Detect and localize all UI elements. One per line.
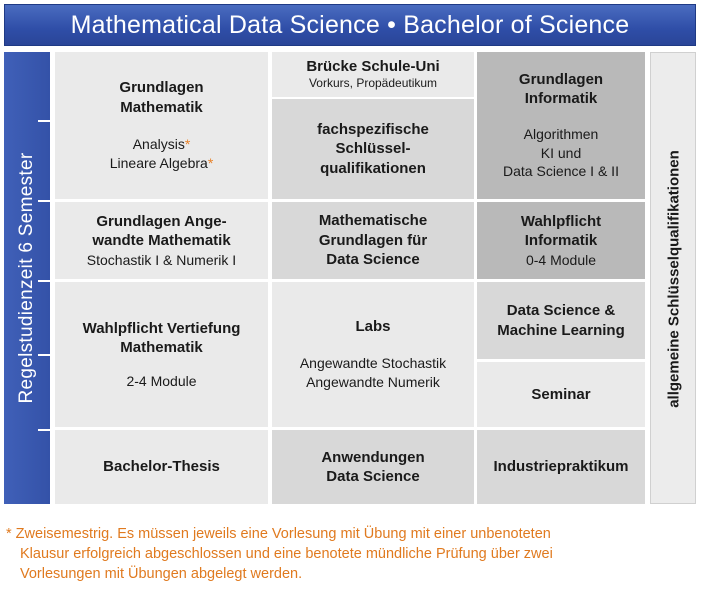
- module-mathematische-grundlagen-data-science: [272, 202, 474, 279]
- module-industriepraktikum: [477, 430, 645, 504]
- semester-tick: [38, 280, 50, 282]
- module-grundlagen-angewandte-mathematik: [55, 202, 268, 279]
- general-key-qualifications-bar: [650, 52, 696, 504]
- module-contents: Vorkurs, Propädeutikum: [308, 76, 438, 91]
- module-contents: Algorithmen KI und Data Science I & II: [503, 125, 619, 180]
- module-title: Industriepraktikum: [493, 458, 629, 476]
- module-contents: Angewandte Stochastik Angewandte Numerik: [299, 355, 447, 391]
- module-title: Mathematische Grundlagen für Data Science: [318, 212, 428, 269]
- module-grundlagen-mathematik: [55, 52, 268, 199]
- module-title: Anwendungen Data Science: [321, 448, 425, 485]
- general-key-qualifications-label: allgemeine Schlüsselqualifikationen: [665, 150, 683, 408]
- module-labs: [272, 282, 474, 427]
- module-title: Bachelor-Thesis: [103, 458, 220, 476]
- module-title: Data Science & Machine Learning: [497, 302, 625, 339]
- module-title: Seminar: [531, 385, 591, 403]
- module-wahlpflicht-informatik: [477, 202, 645, 279]
- semester-duration-label: Regelstudienzeit 6 Semester: [16, 152, 37, 404]
- semester-tick: [38, 200, 50, 202]
- module-seminar: [477, 362, 645, 427]
- module-contents: Analysis* Lineare Algebra*: [109, 136, 214, 171]
- module-title: Wahlpflicht Informatik: [520, 212, 602, 250]
- semester-tick: [38, 120, 50, 122]
- module-title: Grundlagen Ange- wandte Mathematik: [92, 212, 231, 250]
- module-fachspezifische-schluesselqualifikationen: [272, 99, 474, 199]
- asterisk-marker: *: [207, 155, 214, 171]
- footnote-line: Vorlesungen mit Übungen abgelegt werden.: [20, 566, 303, 582]
- module-title: Grundlagen Informatik: [518, 70, 604, 108]
- module-title: fachspezifische Schlüssel- qualifikationen: [317, 120, 429, 177]
- module-bachelor-thesis: [55, 430, 268, 504]
- module-title: Brücke Schule-Uni: [306, 57, 440, 75]
- footnote: [6, 524, 698, 584]
- module-title: Grundlagen Mathematik: [119, 79, 204, 116]
- program-title-banner: [4, 4, 696, 46]
- footnote-line: * Zweisemestrig. Es müssen jeweils eine Vorlesung mit Übung mit einer unbenoteten: [6, 526, 551, 542]
- module-grundlagen-informatik: [477, 52, 645, 199]
- module-anwendungen-data-science: [272, 430, 474, 504]
- module-contents: 0-4 Module: [525, 251, 597, 268]
- module-wahlpflicht-vertiefung: [55, 282, 268, 427]
- semester-tick: [38, 354, 50, 356]
- module-contents: Stochastik I & Numerik I: [86, 251, 237, 268]
- module-title: Labs: [355, 317, 391, 335]
- semester-tick: [38, 429, 50, 431]
- module-data-science-machine-learning: [477, 282, 645, 359]
- semester-duration-bar: [4, 52, 50, 504]
- module-bruecke-schule-uni: [272, 52, 474, 97]
- asterisk-marker: *: [184, 136, 191, 153]
- program-title: Mathematical Data Science • Bachelor of Science: [70, 10, 630, 39]
- module-title: Wahlpflicht Vertiefung Mathematik: [82, 319, 241, 357]
- footnote-line: Klausur erfolgreich abgeschlossen und eine benotete mündliche Prüfung über zwei: [20, 546, 553, 562]
- module-contents: 2-4 Module: [126, 372, 197, 389]
